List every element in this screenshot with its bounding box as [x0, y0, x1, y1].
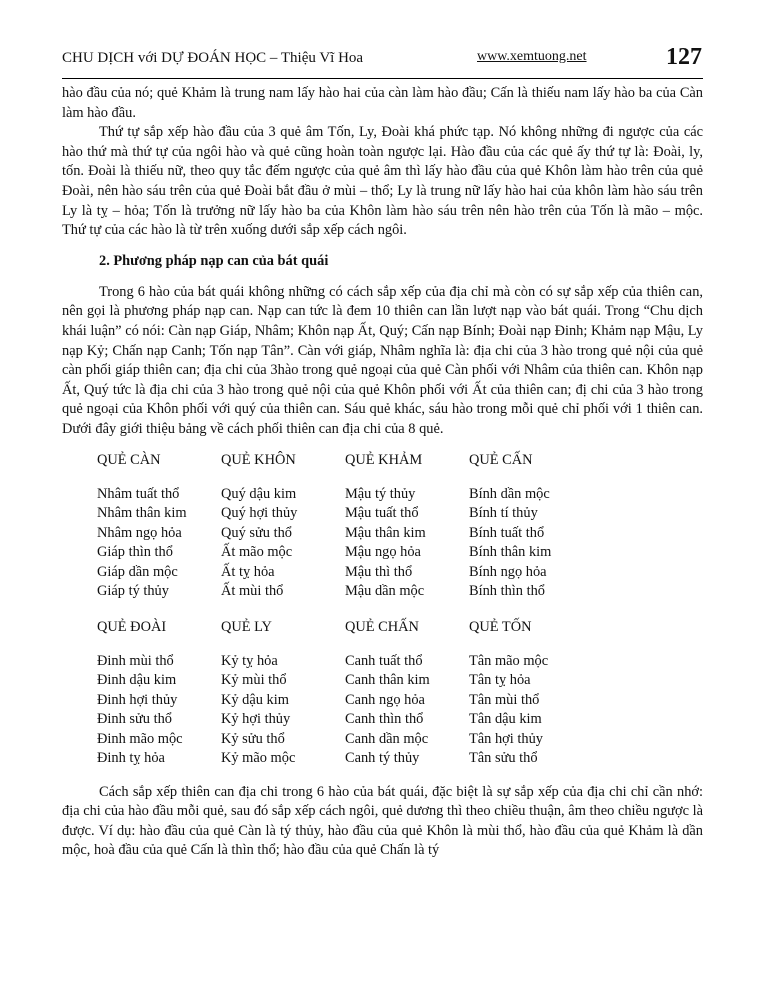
table-cell: Bính tí thủy: [469, 505, 538, 521]
table-header-row: [97, 450, 703, 470]
header-que-can-mountain: QUẺ CẤN: [469, 451, 533, 468]
table-cell: Kỷ mùi thổ: [221, 672, 287, 688]
table-cell: Mậu dần mộc: [345, 583, 425, 599]
page-header: [62, 44, 702, 78]
table-group-1: [97, 450, 703, 602]
table-row: [97, 504, 703, 524]
table-cell: Giáp thìn thổ: [97, 544, 173, 560]
table-cell: Quý dậu kim: [221, 485, 297, 502]
table-cell: Tân hợi thủy: [469, 730, 543, 747]
table-cell: Tân dậu kim: [469, 711, 542, 727]
header-que-khon: QUẺ KHÔN: [221, 451, 296, 468]
table-cell: Đinh hợi thủy: [97, 691, 178, 708]
table-group-2: [97, 617, 703, 769]
table-cell: Mậu tý thủy: [345, 485, 416, 502]
table-cell: Kỷ hợi thủy: [221, 711, 291, 727]
table-cell: Kỷ mão mộc: [221, 750, 296, 766]
header-que-ly: QUẺ LY: [221, 618, 272, 635]
table-cell: Kỷ dậu kim: [221, 691, 289, 708]
table-cell: Quý hợi thủy: [221, 505, 298, 521]
header-que-can: QUẺ CÀN: [97, 451, 161, 468]
table-cell: Bính tuất thổ: [469, 524, 545, 541]
table-cell: Kỷ tỵ hỏa: [221, 652, 278, 669]
table-group-gap: [97, 602, 703, 617]
table-cell: Bính thìn thổ: [469, 583, 545, 599]
paragraph-nap-can: Trong 6 hào của bát quái không những có cách sắp xếp của địa chỉ mà còn có sự sắp xếp của thiên can, nên gọi là phương pháp nạp can. Nạp can tức là đem 10 thiên can lần lượt nạp vào bát quái. Trong “Chu dịch khái luận” có nói: Càn nạp Giáp, Nhâm; Khôn nạp Ất, Quý; Cấn nạp Bính; Đoài nạp Đinh; Khảm nạp Mậu, Ly nạp Kỷ; Chấn nạp Canh; Tốn nạp Tân”. Càn với giáp, Nhâm nghĩa là: địa chi của 3 hào trong quẻ nội của quẻ càn phối giáp thiên can; địa chi của 3hào trong quẻ ngoại của quẻ Càn phối với Nhâm của thiên can. Khôn nạp Ất, Quý tức là địa chi của 3 hào trong quẻ nội của quẻ Khôn phối với Ất của thiên can; đị chi của 3 hào trong quẻ ngoại của Khôn phối với quý của thiên can. Sáu quẻ khác, sáu hào trong mỗi quẻ chỉ phối với 1 thiên can. Dưới đây giới thiệu bảng về cách phối thiên can địa chi của 8 quẻ.: [62, 283, 703, 437]
table-cell: Nhâm ngọ hỏa: [97, 524, 182, 541]
table-cell: Ất tỵ hỏa: [221, 563, 275, 580]
table-row: [97, 691, 703, 711]
table-cell: Canh dần mộc: [345, 730, 429, 747]
table-cell: Tân mùi thổ: [469, 691, 540, 708]
table-row: [97, 485, 703, 505]
table-cell: Mậu ngọ hỏa: [345, 544, 421, 560]
table-cell: Ất mùi thổ: [221, 583, 284, 599]
table-row: [97, 671, 703, 691]
page-number: 127: [666, 44, 702, 70]
table-cell: Nhâm tuất thổ: [97, 485, 180, 502]
table-row: [97, 582, 703, 602]
header-que-chan: QUẺ CHẤN: [345, 618, 419, 635]
table-cell: Bính thân kim: [469, 544, 552, 560]
section-heading: 2. Phương pháp nạp can của bát quái: [99, 252, 329, 269]
table-header-row: [97, 617, 703, 637]
table-cell: Kỷ sửu thổ: [221, 730, 285, 747]
table-row: [97, 543, 703, 563]
table-cell: Tân tỵ hỏa: [469, 672, 531, 688]
table-row: [97, 524, 703, 544]
paragraph-arrangement: Cách sắp xếp thiên can địa chi trong 6 hào của bát quái, đặc biệt là sự sắp xếp của địa chi chỉ cần nhớ: địa chi của hào đầu mỗi quẻ, sau đó sắp xếp cách ngôi, quẻ dương thì theo chiều thuận, âm theo chiều ngược là được. Ví dụ: hào đầu của quẻ Càn là tý thủy, hào đầu của quẻ Khôn là mùi thổ, hào đầu của quẻ Khảm là dần mộc, hoà đầu của quẻ Cấn là thìn thổ; hào đầu của quẻ Chấn là tý: [62, 783, 703, 859]
table-cell: Mậu thì thổ: [345, 563, 413, 580]
header-que-ton: QUẺ TỐN: [469, 618, 532, 635]
paragraph-yin-order: Thứ tự sắp xếp hào đầu của 3 quẻ âm Tốn, Ly, Đoài khá phức tạp. Nó không những đi ngược của các hào thứ mà thứ tự của ngôi hào và quẻ cũng hoàn toàn ngược lại. Hào đầu của các quẻ ấy thứ tự là: Đoài, ly, tốn. Đoài là thiếu nữ, theo quy tắc đếm ngược của quẻ âm thì lấy hào đầu của quẻ Khôn làm hào trên của quẻ Đoài, nên hào sáu trên của quẻ Đoài bắt đầu ở mùi – thổ; Ly là trung nữ lấy hào hai của khôn làm hào sáu trên Ly là tỵ – hỏa; Tốn là trưởng nữ lấy hào ba của Khôn làm hào sáu trên nên hào trên của Tốn là mão – mộc. Thứ tự của các hào là từ trên xuống dưới sắp xếp cách ngôi.: [62, 124, 703, 239]
header-que-doai: QUẺ ĐOÀI: [97, 618, 167, 635]
table-cell: Bính dần mộc: [469, 485, 550, 502]
table-row: [97, 749, 703, 769]
table-cell: Tân mão mộc: [469, 652, 549, 669]
page-body: [62, 84, 703, 861]
website-link[interactable]: www.xemtuong.net: [477, 49, 587, 64]
header-que-kham: QUẺ KHẢM: [345, 451, 423, 468]
header-divider: [62, 78, 703, 79]
table-cell: Quý sửu thổ: [221, 524, 292, 541]
table-cell: Nhâm thân kim: [97, 505, 187, 521]
table-cell: Đinh mùi thổ: [97, 652, 174, 669]
table-row: [97, 730, 703, 750]
table-cell: Giáp dần mộc: [97, 563, 178, 580]
table-row: [97, 652, 703, 672]
table-cell: Đinh sửu thổ: [97, 711, 172, 727]
table-cell: Canh tý thủy: [345, 750, 420, 766]
table-cell: Tân sửu thổ: [469, 750, 538, 766]
table-row: [97, 710, 703, 730]
table-cell: Canh tuất thổ: [345, 652, 423, 669]
table-row: [97, 563, 703, 583]
table-cell: Canh thìn thổ: [345, 711, 424, 727]
table-cell: Canh thân kim: [345, 672, 430, 688]
table-cell: Bính ngọ hỏa: [469, 563, 547, 580]
book-title: CHU DỊCH với DỰ ĐOÁN HỌC – Thiệu Vĩ Hoa: [62, 50, 364, 66]
table-cell: Canh ngọ hỏa: [345, 691, 425, 708]
table-cell: Mậu thân kim: [345, 524, 426, 541]
paragraph-continuation: hào đầu của nó; quẻ Khảm là trung nam lấy hào hai của càn làm hào đầu; Cấn là thiếu nam lấy hào ba của Càn làm hào đầu.: [62, 85, 703, 121]
table-cell: Đinh dậu kim: [97, 672, 177, 688]
trigram-table: [97, 450, 703, 769]
table-cell: Giáp tý thủy: [97, 583, 169, 599]
table-cell: Mậu tuất thổ: [345, 505, 419, 521]
table-cell: Đinh mão mộc: [97, 730, 183, 747]
table-cell: Đinh tỵ hỏa: [97, 750, 165, 766]
table-cell: Ất mão mộc: [221, 544, 293, 560]
